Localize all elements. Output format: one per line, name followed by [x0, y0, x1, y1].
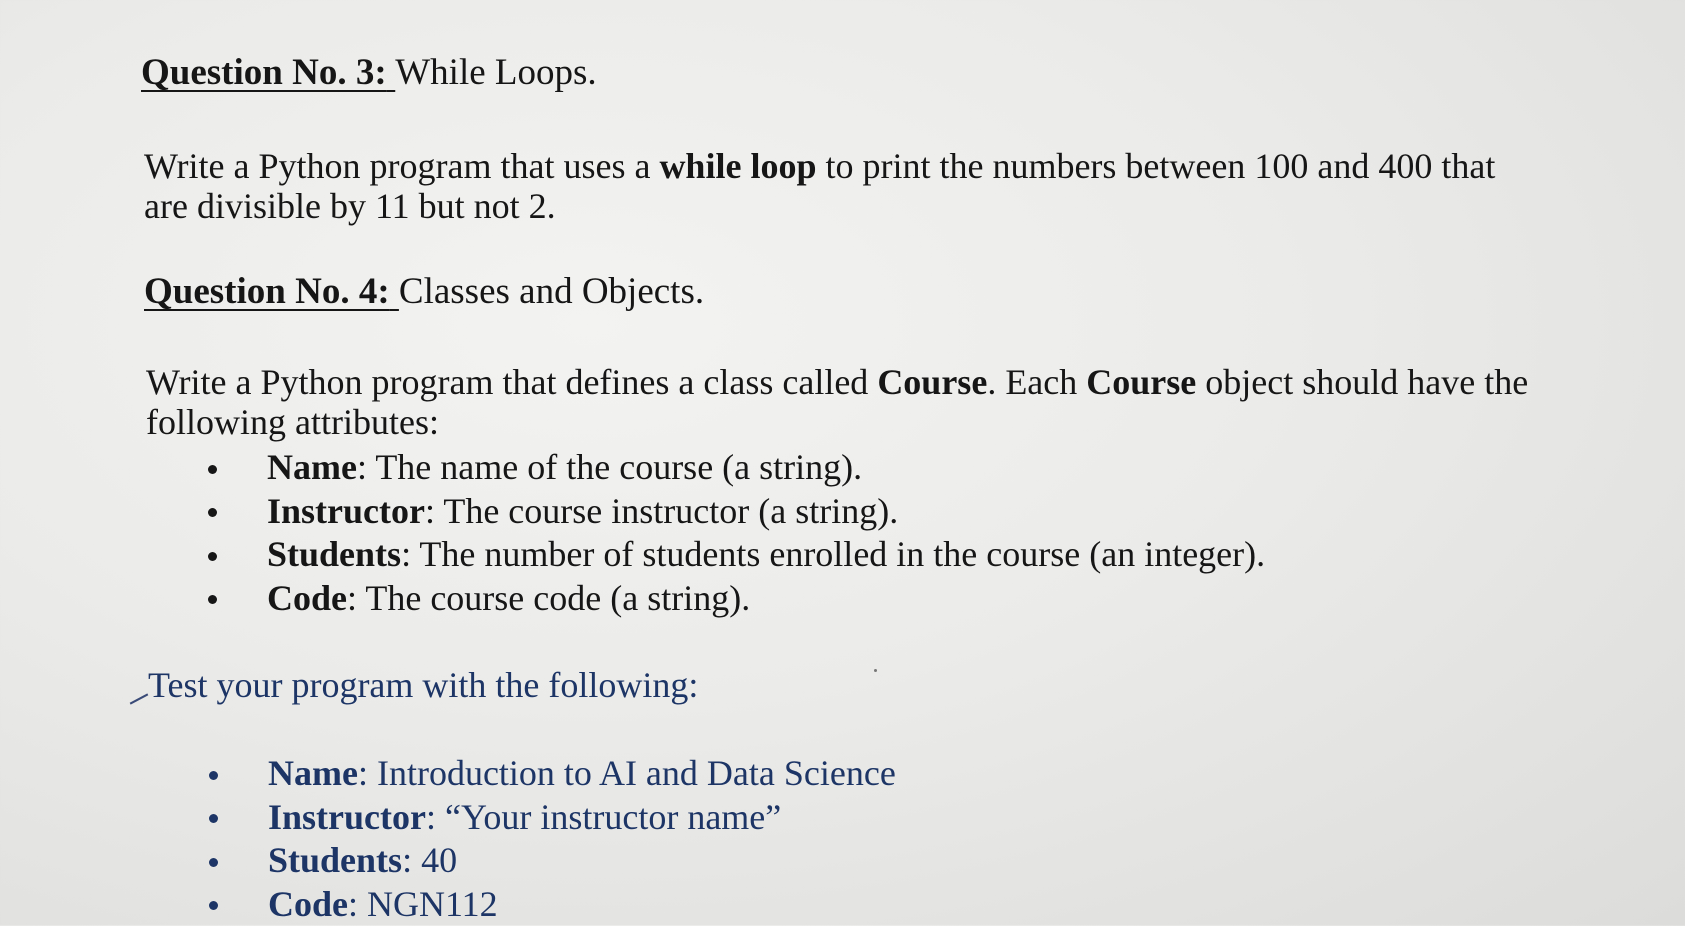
question-4-title: Classes and Objects.	[399, 271, 704, 312]
bullet-icon	[209, 814, 218, 823]
while-loop-term: while loop	[659, 146, 816, 186]
course-term: Course	[877, 362, 987, 402]
list-item: Instructor: The course instructor (a string).	[208, 490, 1265, 534]
list-item: Students: 40	[209, 839, 896, 883]
question-3-number: Question No. 3:	[141, 52, 387, 93]
course-term: Course	[1086, 362, 1196, 402]
bullet-icon	[208, 552, 217, 561]
bullet-icon	[209, 771, 218, 780]
list-item: Name: Introduction to AI and Data Science	[209, 752, 896, 796]
list-item: Code: The course code (a string).	[208, 577, 1265, 621]
attribute-list	[208, 446, 1265, 620]
dust-speck	[874, 669, 877, 672]
question-3-line-1: Write a Python program that uses a while loop to print the numbers between 100 and 400 that	[144, 146, 1495, 186]
bullet-icon	[208, 508, 217, 517]
list-item: Instructor: “Your instructor name”	[209, 796, 896, 840]
test-intro: Test your program with the following:	[148, 665, 698, 705]
pen-mark	[130, 693, 149, 704]
test-values-list	[209, 752, 896, 926]
bullet-icon	[208, 595, 217, 604]
bullet-icon	[209, 901, 218, 910]
list-item: Name: The name of the course (a string).	[208, 446, 1265, 490]
question-4-line-2: following attributes:	[146, 402, 1528, 442]
bullet-icon	[209, 858, 218, 867]
question-4-line-1: Write a Python program that defines a class called Course. Each Course object should have the	[146, 362, 1528, 402]
question-3-body	[144, 146, 1495, 226]
question-4-heading	[144, 271, 704, 313]
question-3-line-2: are divisible by 11 but not 2.	[144, 186, 1495, 226]
question-3-heading	[141, 52, 597, 94]
bullet-icon	[208, 465, 217, 474]
list-item: Code: NGN112	[209, 883, 896, 926]
question-3-title: While Loops.	[395, 52, 596, 93]
question-4-number: Question No. 4:	[144, 271, 390, 312]
question-4-body	[146, 362, 1528, 442]
list-item: Students: The number of students enrolled in the course (an integer).	[208, 533, 1265, 577]
